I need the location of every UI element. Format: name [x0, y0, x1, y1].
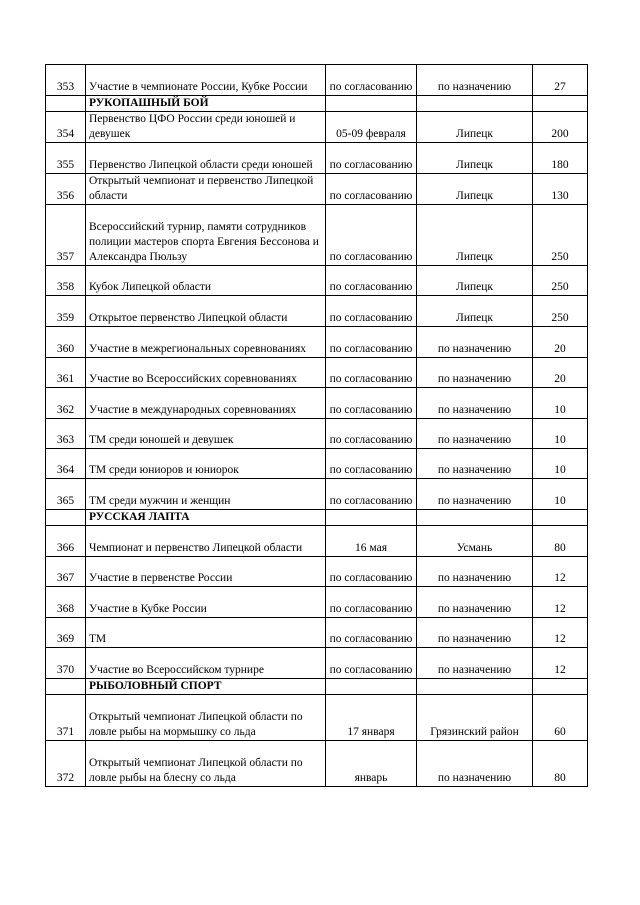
event-date: по согласованию [326, 65, 417, 96]
section-title: РУССКАЯ ЛАПТА [86, 510, 326, 526]
event-number: 355 [46, 143, 86, 174]
event-date: по согласованию [326, 358, 417, 388]
event-number: 358 [46, 266, 86, 296]
section-empty-cell [417, 510, 533, 526]
event-place: Грязинский район [417, 695, 533, 741]
section-empty-cell [417, 679, 533, 695]
event-number: 369 [46, 618, 86, 648]
events-table [45, 64, 588, 787]
event-name: Участие в Кубке России [86, 587, 326, 618]
table-row [46, 296, 588, 327]
event-place: по назначению [417, 587, 533, 618]
event-date: по согласованию [326, 449, 417, 479]
event-date: январь [326, 741, 417, 787]
event-place: по назначению [417, 327, 533, 358]
event-place: по назначению [417, 65, 533, 96]
section-title: РУКОПАШНЫЙ БОЙ [86, 96, 326, 112]
table-row [46, 205, 588, 266]
participant-count: 130 [533, 174, 588, 205]
event-name: Участие во Всероссийских соревнованиях [86, 358, 326, 388]
participant-count: 12 [533, 648, 588, 679]
table-row [46, 112, 588, 143]
table-row [46, 65, 588, 96]
event-number: 371 [46, 695, 86, 741]
section-empty-cell [46, 96, 86, 112]
table-row [46, 557, 588, 587]
event-place: по назначению [417, 419, 533, 449]
event-name: Кубок Липецкой области [86, 266, 326, 296]
participant-count: 250 [533, 266, 588, 296]
events-table-body [46, 65, 588, 787]
participant-count: 20 [533, 327, 588, 358]
participant-count: 250 [533, 296, 588, 327]
section-header-row [46, 96, 588, 112]
participant-count: 250 [533, 205, 588, 266]
event-date: по согласованию [326, 174, 417, 205]
event-number: 353 [46, 65, 86, 96]
event-number: 370 [46, 648, 86, 679]
section-empty-cell [326, 679, 417, 695]
table-row [46, 695, 588, 741]
event-number: 360 [46, 327, 86, 358]
event-number: 368 [46, 587, 86, 618]
participant-count: 80 [533, 741, 588, 787]
event-date: по согласованию [326, 419, 417, 449]
event-name: ТМ среди мужчин и женщин [86, 479, 326, 510]
event-place: Липецк [417, 205, 533, 266]
event-place: по назначению [417, 479, 533, 510]
participant-count: 12 [533, 557, 588, 587]
participant-count: 10 [533, 388, 588, 419]
table-row [46, 358, 588, 388]
event-place: по назначению [417, 388, 533, 419]
event-place: Усмань [417, 526, 533, 557]
table-row [46, 388, 588, 419]
table-row [46, 526, 588, 557]
table-row [46, 174, 588, 205]
table-row [46, 419, 588, 449]
event-name: Первенство ЦФО России среди юношей и девушек [86, 112, 326, 143]
event-place: Липецк [417, 266, 533, 296]
event-date: по согласованию [326, 205, 417, 266]
section-header-row [46, 679, 588, 695]
event-number: 366 [46, 526, 86, 557]
event-place: по назначению [417, 648, 533, 679]
event-number: 356 [46, 174, 86, 205]
table-row [46, 449, 588, 479]
event-number: 357 [46, 205, 86, 266]
participant-count: 12 [533, 587, 588, 618]
event-date: по согласованию [326, 587, 417, 618]
event-place: Липецк [417, 143, 533, 174]
event-place: по назначению [417, 618, 533, 648]
event-name: ТМ среди юношей и девушек [86, 419, 326, 449]
event-number: 367 [46, 557, 86, 587]
event-date: 16 мая [326, 526, 417, 557]
event-number: 362 [46, 388, 86, 419]
event-date: по согласованию [326, 143, 417, 174]
event-number: 363 [46, 419, 86, 449]
event-date: по согласованию [326, 648, 417, 679]
event-name: Первенство Липецкой области среди юношей [86, 143, 326, 174]
participant-count: 10 [533, 449, 588, 479]
event-name: Открытый чемпионат Липецкой области по ловле рыбы на мормышку со льда [86, 695, 326, 741]
event-date: по согласованию [326, 296, 417, 327]
event-place: Липецк [417, 112, 533, 143]
participant-count: 27 [533, 65, 588, 96]
section-empty-cell [533, 510, 588, 526]
participant-count: 12 [533, 618, 588, 648]
event-name: Участие в чемпионате России, Кубке России [86, 65, 326, 96]
event-date: по согласованию [326, 388, 417, 419]
event-date: по согласованию [326, 618, 417, 648]
event-place: Липецк [417, 174, 533, 205]
event-number: 365 [46, 479, 86, 510]
table-row [46, 618, 588, 648]
table-row [46, 741, 588, 787]
event-date: 05-09 февраля [326, 112, 417, 143]
section-header-row [46, 510, 588, 526]
table-row [46, 266, 588, 296]
event-name: Открытый чемпионат Липецкой области по ловле рыбы на блесну со льда [86, 741, 326, 787]
section-empty-cell [533, 96, 588, 112]
event-date: 17 января [326, 695, 417, 741]
event-date: по согласованию [326, 557, 417, 587]
event-place: по назначению [417, 358, 533, 388]
event-name: Всероссийский турнир, памяти сотрудников полиции мастеров спорта Евгения Бессонова и Александра Пюльзу [86, 205, 326, 266]
participant-count: 10 [533, 479, 588, 510]
event-place: Липецк [417, 296, 533, 327]
event-number: 354 [46, 112, 86, 143]
participant-count: 20 [533, 358, 588, 388]
participant-count: 200 [533, 112, 588, 143]
event-name: ТМ [86, 618, 326, 648]
table-row [46, 327, 588, 358]
section-empty-cell [417, 96, 533, 112]
event-date: по согласованию [326, 266, 417, 296]
section-empty-cell [533, 679, 588, 695]
event-number: 364 [46, 449, 86, 479]
table-row [46, 648, 588, 679]
participant-count: 60 [533, 695, 588, 741]
table-row [46, 587, 588, 618]
participant-count: 10 [533, 419, 588, 449]
table-row [46, 143, 588, 174]
participant-count: 180 [533, 143, 588, 174]
event-name: Открытый чемпионат и первенство Липецкой области [86, 174, 326, 205]
event-name: Открытое первенство Липецкой области [86, 296, 326, 327]
event-name: ТМ среди юниоров и юниорок [86, 449, 326, 479]
event-date: по согласованию [326, 327, 417, 358]
event-name: Чемпионат и первенство Липецкой области [86, 526, 326, 557]
table-row [46, 479, 588, 510]
event-date: по согласованию [326, 479, 417, 510]
section-empty-cell [46, 510, 86, 526]
event-name: Участие в международных соревнованиях [86, 388, 326, 419]
event-number: 372 [46, 741, 86, 787]
event-name: Участие в межрегиональных соревнованиях [86, 327, 326, 358]
event-place: по назначению [417, 557, 533, 587]
event-place: по назначению [417, 741, 533, 787]
event-number: 361 [46, 358, 86, 388]
section-empty-cell [326, 96, 417, 112]
participant-count: 80 [533, 526, 588, 557]
event-number: 359 [46, 296, 86, 327]
section-title: РЫБОЛОВНЫЙ СПОРТ [86, 679, 326, 695]
event-name: Участие в первенстве России [86, 557, 326, 587]
event-place: по назначению [417, 449, 533, 479]
section-empty-cell [326, 510, 417, 526]
event-name: Участие во Всероссийском турнире [86, 648, 326, 679]
section-empty-cell [46, 679, 86, 695]
